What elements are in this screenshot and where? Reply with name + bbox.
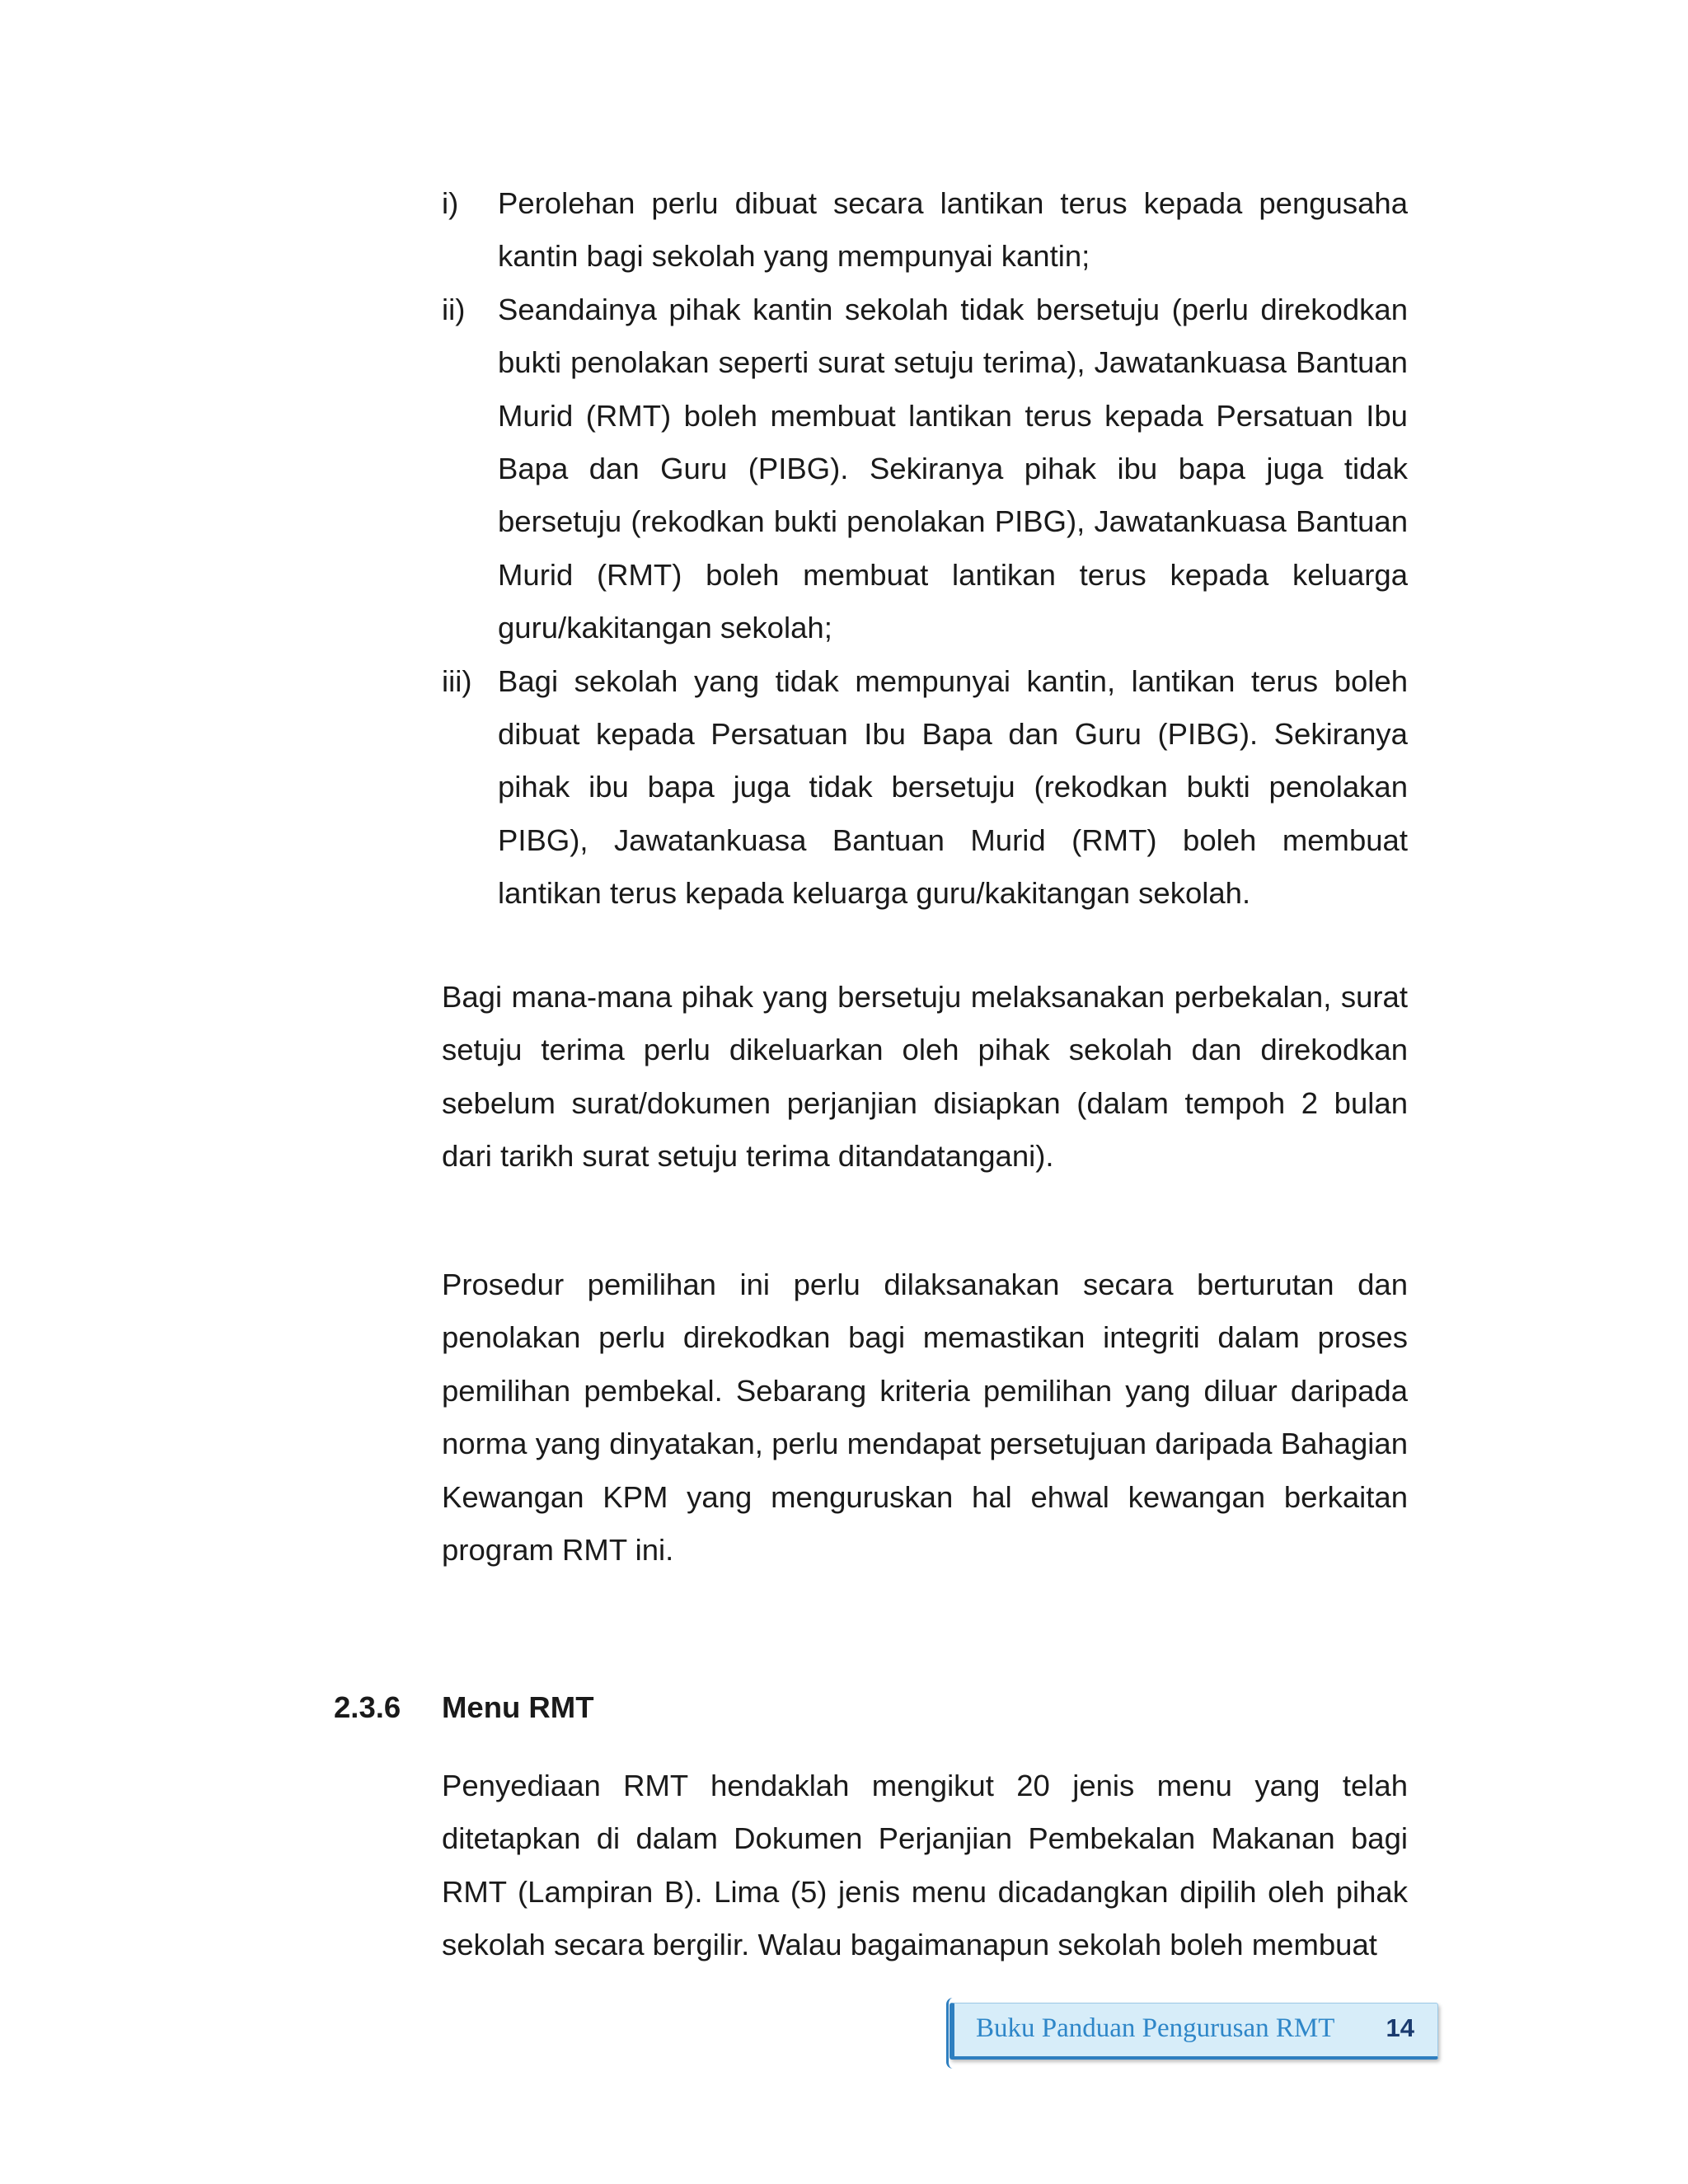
list-item xyxy=(442,655,1408,921)
footer-title: Buku Panduan Pengurusan RMT xyxy=(976,2013,1335,2043)
section-title: Menu RMT xyxy=(442,1690,594,1724)
list-item-text: Bagi sekolah yang tidak mempunyai kantin, lantikan terus boleh dibuat kepada Persatuan Ibu Bapa dan Guru (PIBG). Sekiranya pihak ibu bapa juga tidak bersetuju (rekodkan bukti penolakan PIBG), Jawatankuasa Bantuan Murid (RMT) boleh membuat lantikan terus kepada keluarga guru/kakitangan sekolah. xyxy=(498,663,1408,911)
list-item-text: Perolehan perlu dibuat secara lantikan terus kepada pengusaha kantin bagi sekolah yang mempunyai kantin; xyxy=(498,186,1408,274)
list-item xyxy=(442,177,1408,284)
list-marker: ii) xyxy=(442,292,466,326)
procurement-list xyxy=(442,177,1408,921)
list-marker: iii) xyxy=(442,663,472,698)
footer-banner xyxy=(950,2003,1438,2060)
section-number: 2.3.6 xyxy=(334,1690,401,1724)
paragraph-agreement: Bagi mana-mana pihak yang bersetuju melaksanakan perbekalan, surat setuju terima perlu dikeluarkan oleh pihak sekolah dan direkodkan sebelum surat/dokumen perjanjian disiapkan (dalam tempoh 2 bulan dari tarikh surat setuju terima ditandatangani). xyxy=(442,980,1408,1174)
list-item-text: Seandainya pihak kantin sekolah tidak bersetuju (perlu direkodkan bukti penolakan seperti surat setuju terima), Jawatankuasa Bantuan Murid (RMT) boleh membuat lantikan terus kepada Persatuan Ibu Bapa dan Guru (PIBG). Sekiranya pihak ibu bapa juga tidak bersetuju (rekodkan bukti penolakan PIBG), Jawatankuasa Bantuan Murid (RMT) boleh membuat lantikan terus kepada keluarga guru/kakitangan sekolah; xyxy=(498,292,1408,645)
section-heading xyxy=(334,1681,594,1734)
paragraph-procedure: Prosedur pemilihan ini perlu dilaksanakan secara berturutan dan penolakan perlu direkodkan bagi memastikan integriti dalam proses pemilihan pembekal. Sebarang kriteria pemilihan yang diluar daripada norma yang dinyatakan, perlu mendapat persetujuan daripada Bahagian Kewangan KPM yang menguruskan hal ehwal kewangan berkaitan program RMT ini. xyxy=(442,1268,1408,1568)
list-item xyxy=(442,284,1408,655)
list-marker: i) xyxy=(442,186,459,220)
page-number: 14 xyxy=(1386,2013,1414,2042)
paragraph-menu: Penyediaan RMT hendaklah mengikut 20 jenis menu yang telah ditetapkan di dalam Dokumen Perjanjian Pembekalan Makanan bagi RMT (Lampiran B). Lima (5) jenis menu dicadangkan dipilih oleh pihak sekolah secara bergilir. Walau bagaimanapun sekolah boleh membuat xyxy=(442,1769,1408,1962)
